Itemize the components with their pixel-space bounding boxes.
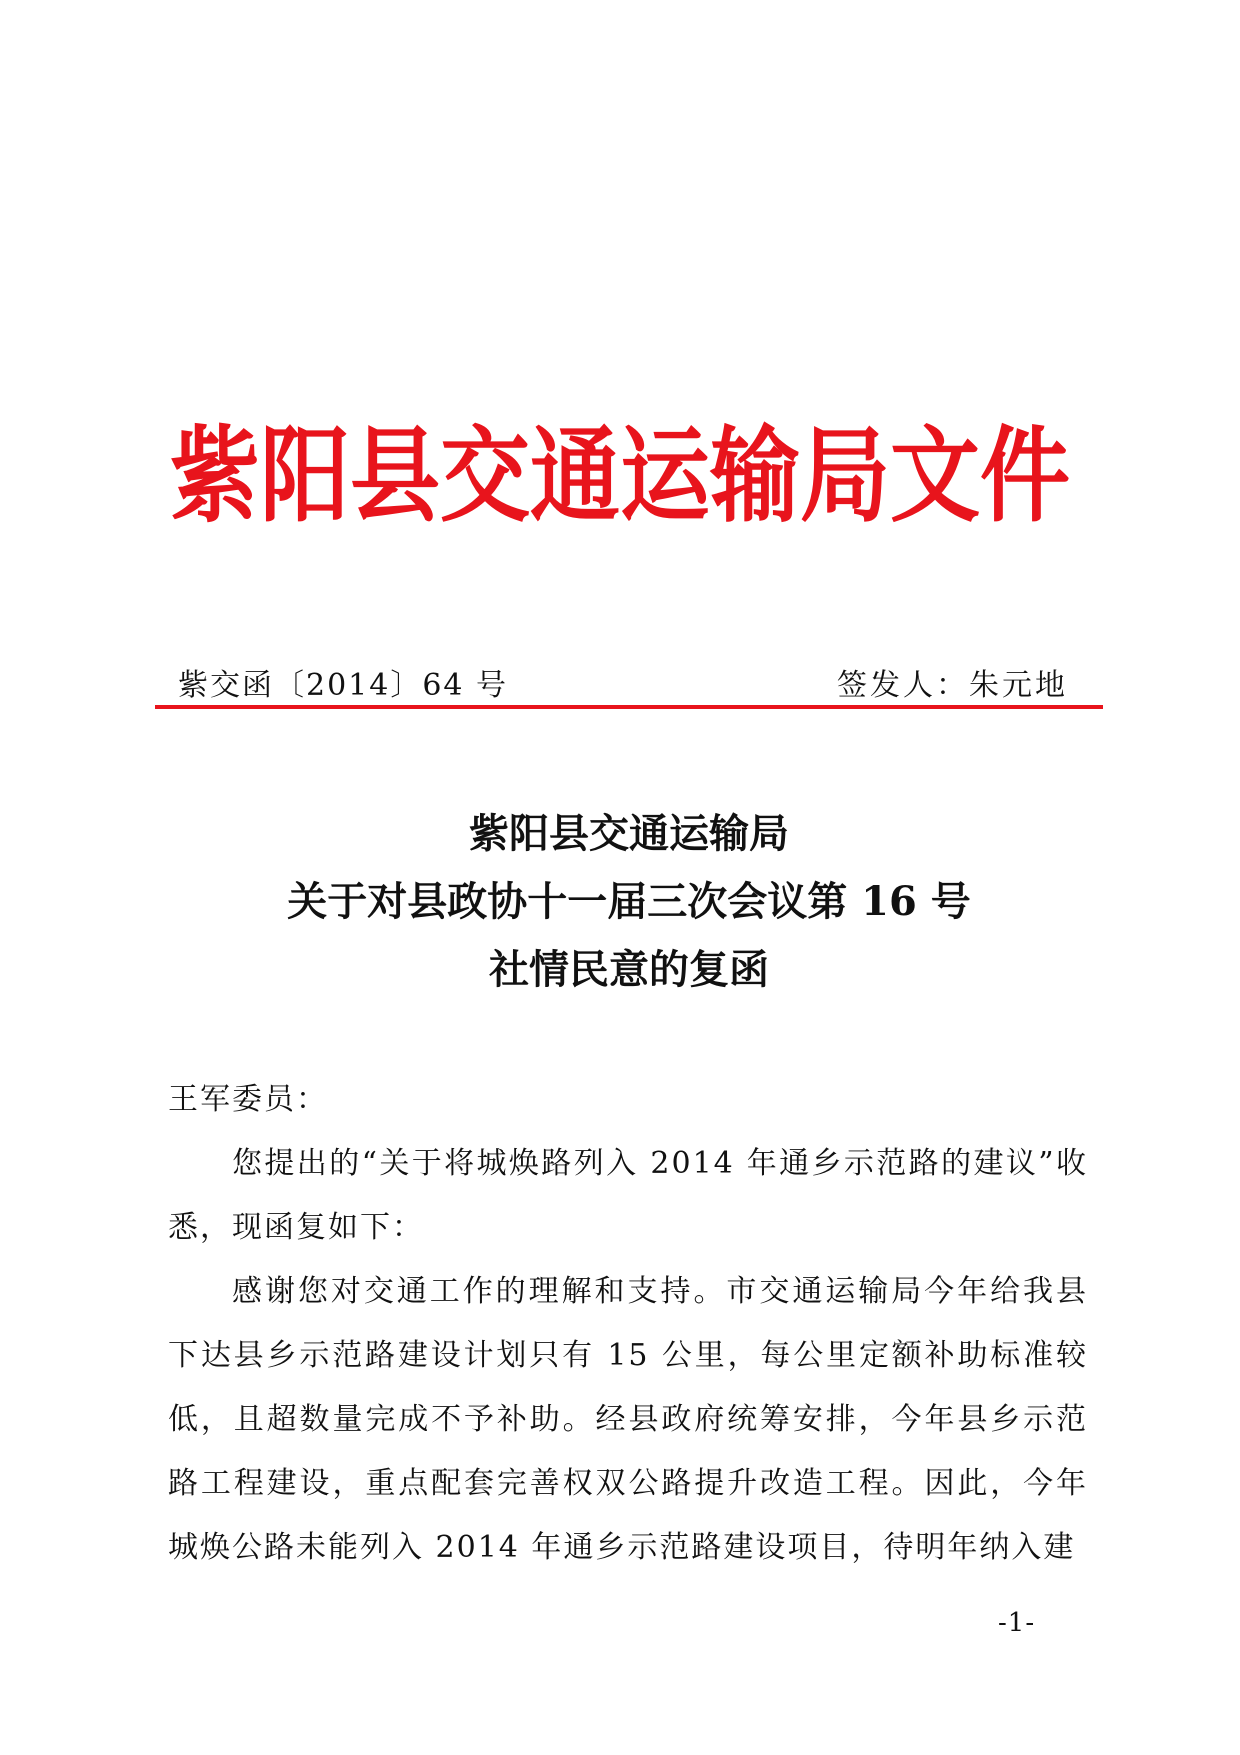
masthead-char: 交 (440, 415, 530, 537)
masthead-char: 输 (710, 415, 800, 537)
masthead-char: 件 (980, 415, 1070, 537)
masthead-char: 文 (890, 415, 980, 537)
body-paragraph-1: 您提出的“关于将城焕路列入 2014 年通乡示范路的建议”收悉，现函复如下： (168, 1146, 1088, 1245)
masthead-char: 紫 (170, 415, 260, 537)
masthead-char: 运 (620, 415, 710, 537)
document-title (155, 800, 1103, 1004)
title-line-1: 紫阳县交通运输局 (469, 810, 789, 857)
masthead-char: 县 (350, 415, 440, 537)
masthead-char: 局 (800, 415, 890, 537)
body-paragraph-2: 感谢您对交通工作的理解和支持。市交通运输局今年给我县下达县乡示范路建设计划只有 15 公里，每公里定额补助标准较低，且超数量完成不予补助。经县政府统筹安排，今年县乡示范路工程建设，重点配套完善权双公路提升改造工程。因此，今年城焕公路未能列入 2014 年通乡示范路建设项目，待明年纳入建 (168, 1274, 1088, 1565)
masthead-title (170, 415, 1070, 537)
title-line-3: 社情民意的复函 (489, 946, 769, 993)
salutation: 王军委员： (168, 1082, 328, 1117)
masthead-char: 通 (530, 415, 620, 537)
page-number: -1- (998, 1608, 1036, 1638)
document-number: 紫交函〔2014〕64 号 (178, 668, 509, 703)
signer: 签发人：朱元地 (837, 668, 1068, 703)
title-line-2: 关于对县政协十一届三次会议第 16 号 (287, 878, 971, 925)
red-separator-line (155, 705, 1103, 709)
masthead-char: 阳 (260, 415, 350, 537)
document-body (168, 1068, 1088, 1580)
